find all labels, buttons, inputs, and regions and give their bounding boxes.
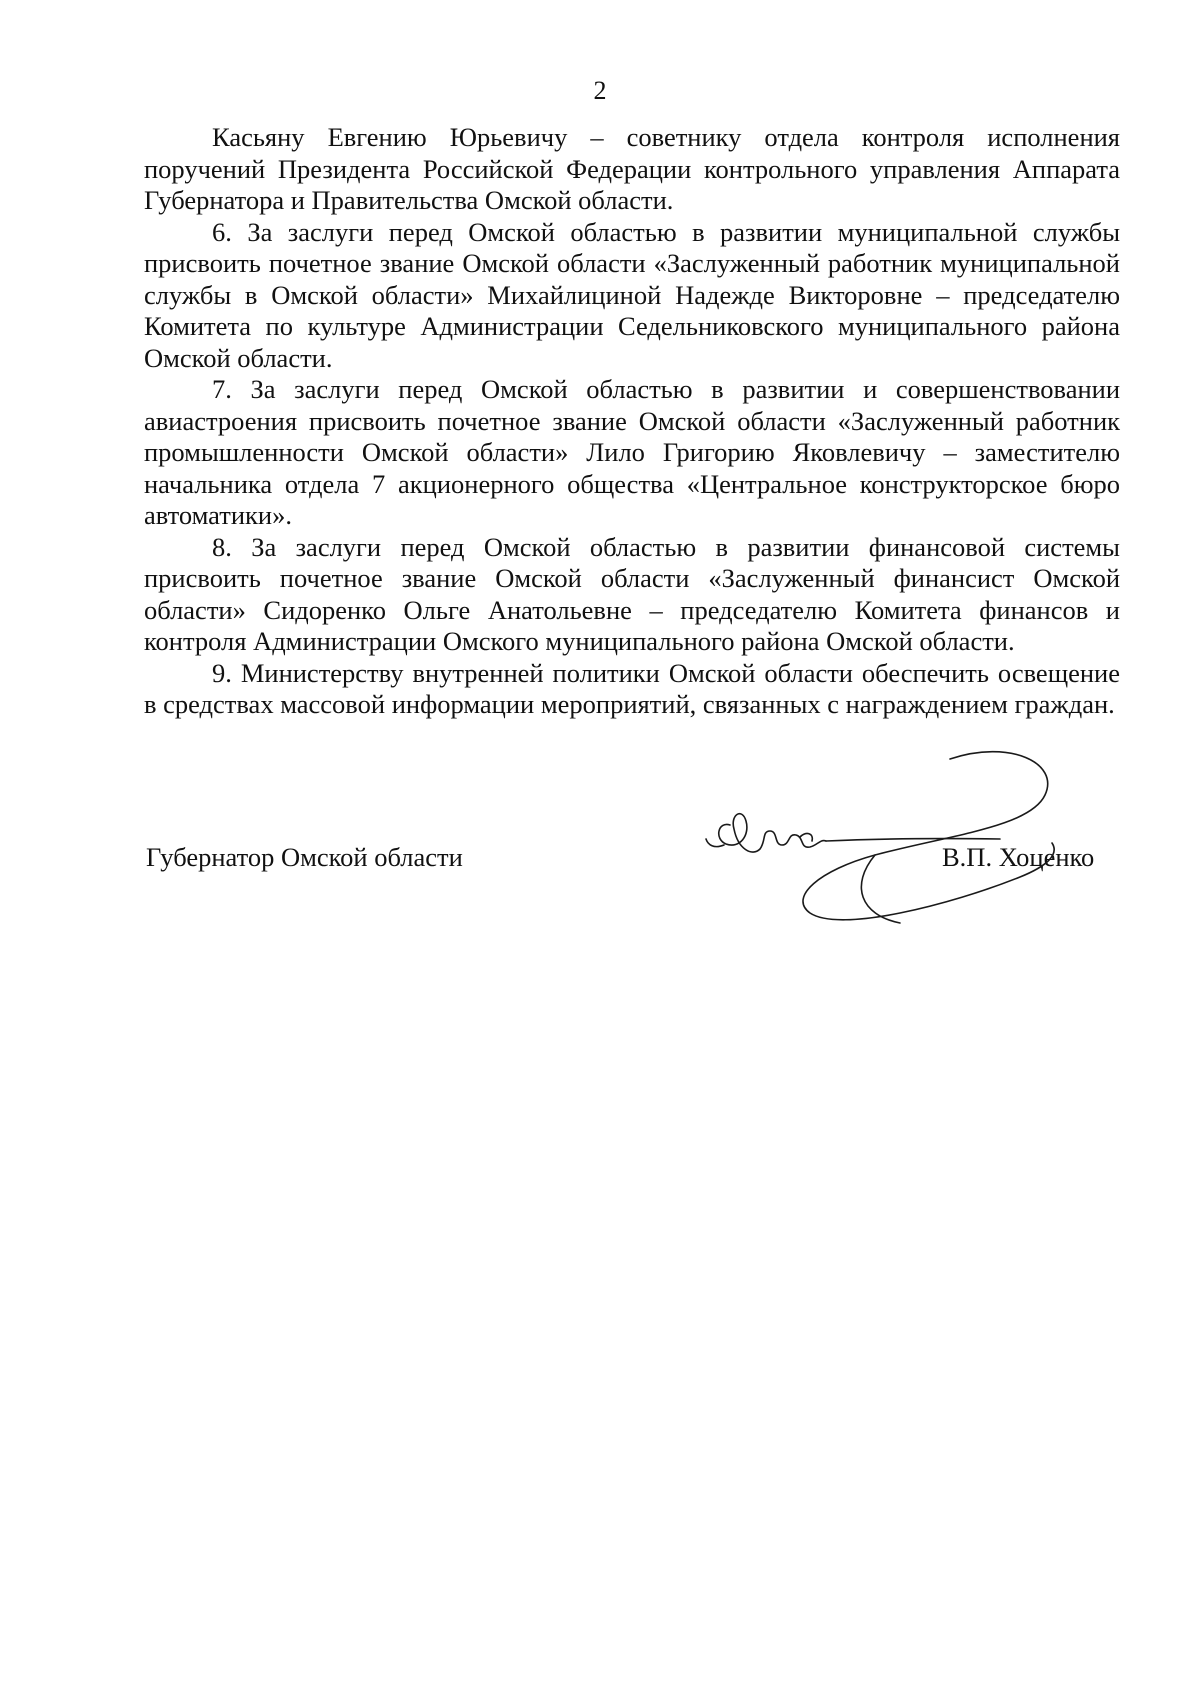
paragraph-6: 6. За заслуги перед Омской областью в развитии муниципальной службы присвоить почетное звание Омской области «Заслуженный работник муниципальной службы в Омской области» Михайлициной Надежде Викторовне – председателю Комитета по культуре Администрации Седельниковского муниципального района Омской области. xyxy=(144,216,1120,373)
signer-name: В.П. Хоценко xyxy=(942,842,1095,872)
paragraph-kasyan: Касьяну Евгению Юрьевичу – советнику отдела контроля исполнения поручений Президента Российской Федерации контрольного управления Аппарата Губернатора и Правительства Омской области. xyxy=(144,122,1120,215)
paragraph-7: 7. За заслуги перед Омской областью в развитии и совершенствовании авиастроения присвоить почетное звание Омской области «Заслуженный работник промышленности Омской области» Лило Григорию Яковлевичу – заместителю начальника отдела 7 акционерного общества «Центральное конструкторское бюро автоматики». xyxy=(144,374,1120,530)
paragraph-9: 9. Министерству внутренней политики Омской области обеспечить освещение в средствах массовой информации мероприятий, связанных с награждением граждан. xyxy=(144,657,1120,719)
paragraph-8: 8. За заслуги перед Омской областью в развитии финансовой системы присвоить почетное звание Омской области «Заслуженный финансист Омской области» Сидоренко Ольге Анатольевне – председателю Комитета финансов и контроля Администрации Омского муниципального района Омской области. xyxy=(144,531,1120,656)
page-number: 2 xyxy=(593,76,607,105)
document-body xyxy=(144,122,1120,721)
handwritten-signature xyxy=(700,745,1080,935)
signer-title: Губернатор Омской области xyxy=(146,842,463,872)
